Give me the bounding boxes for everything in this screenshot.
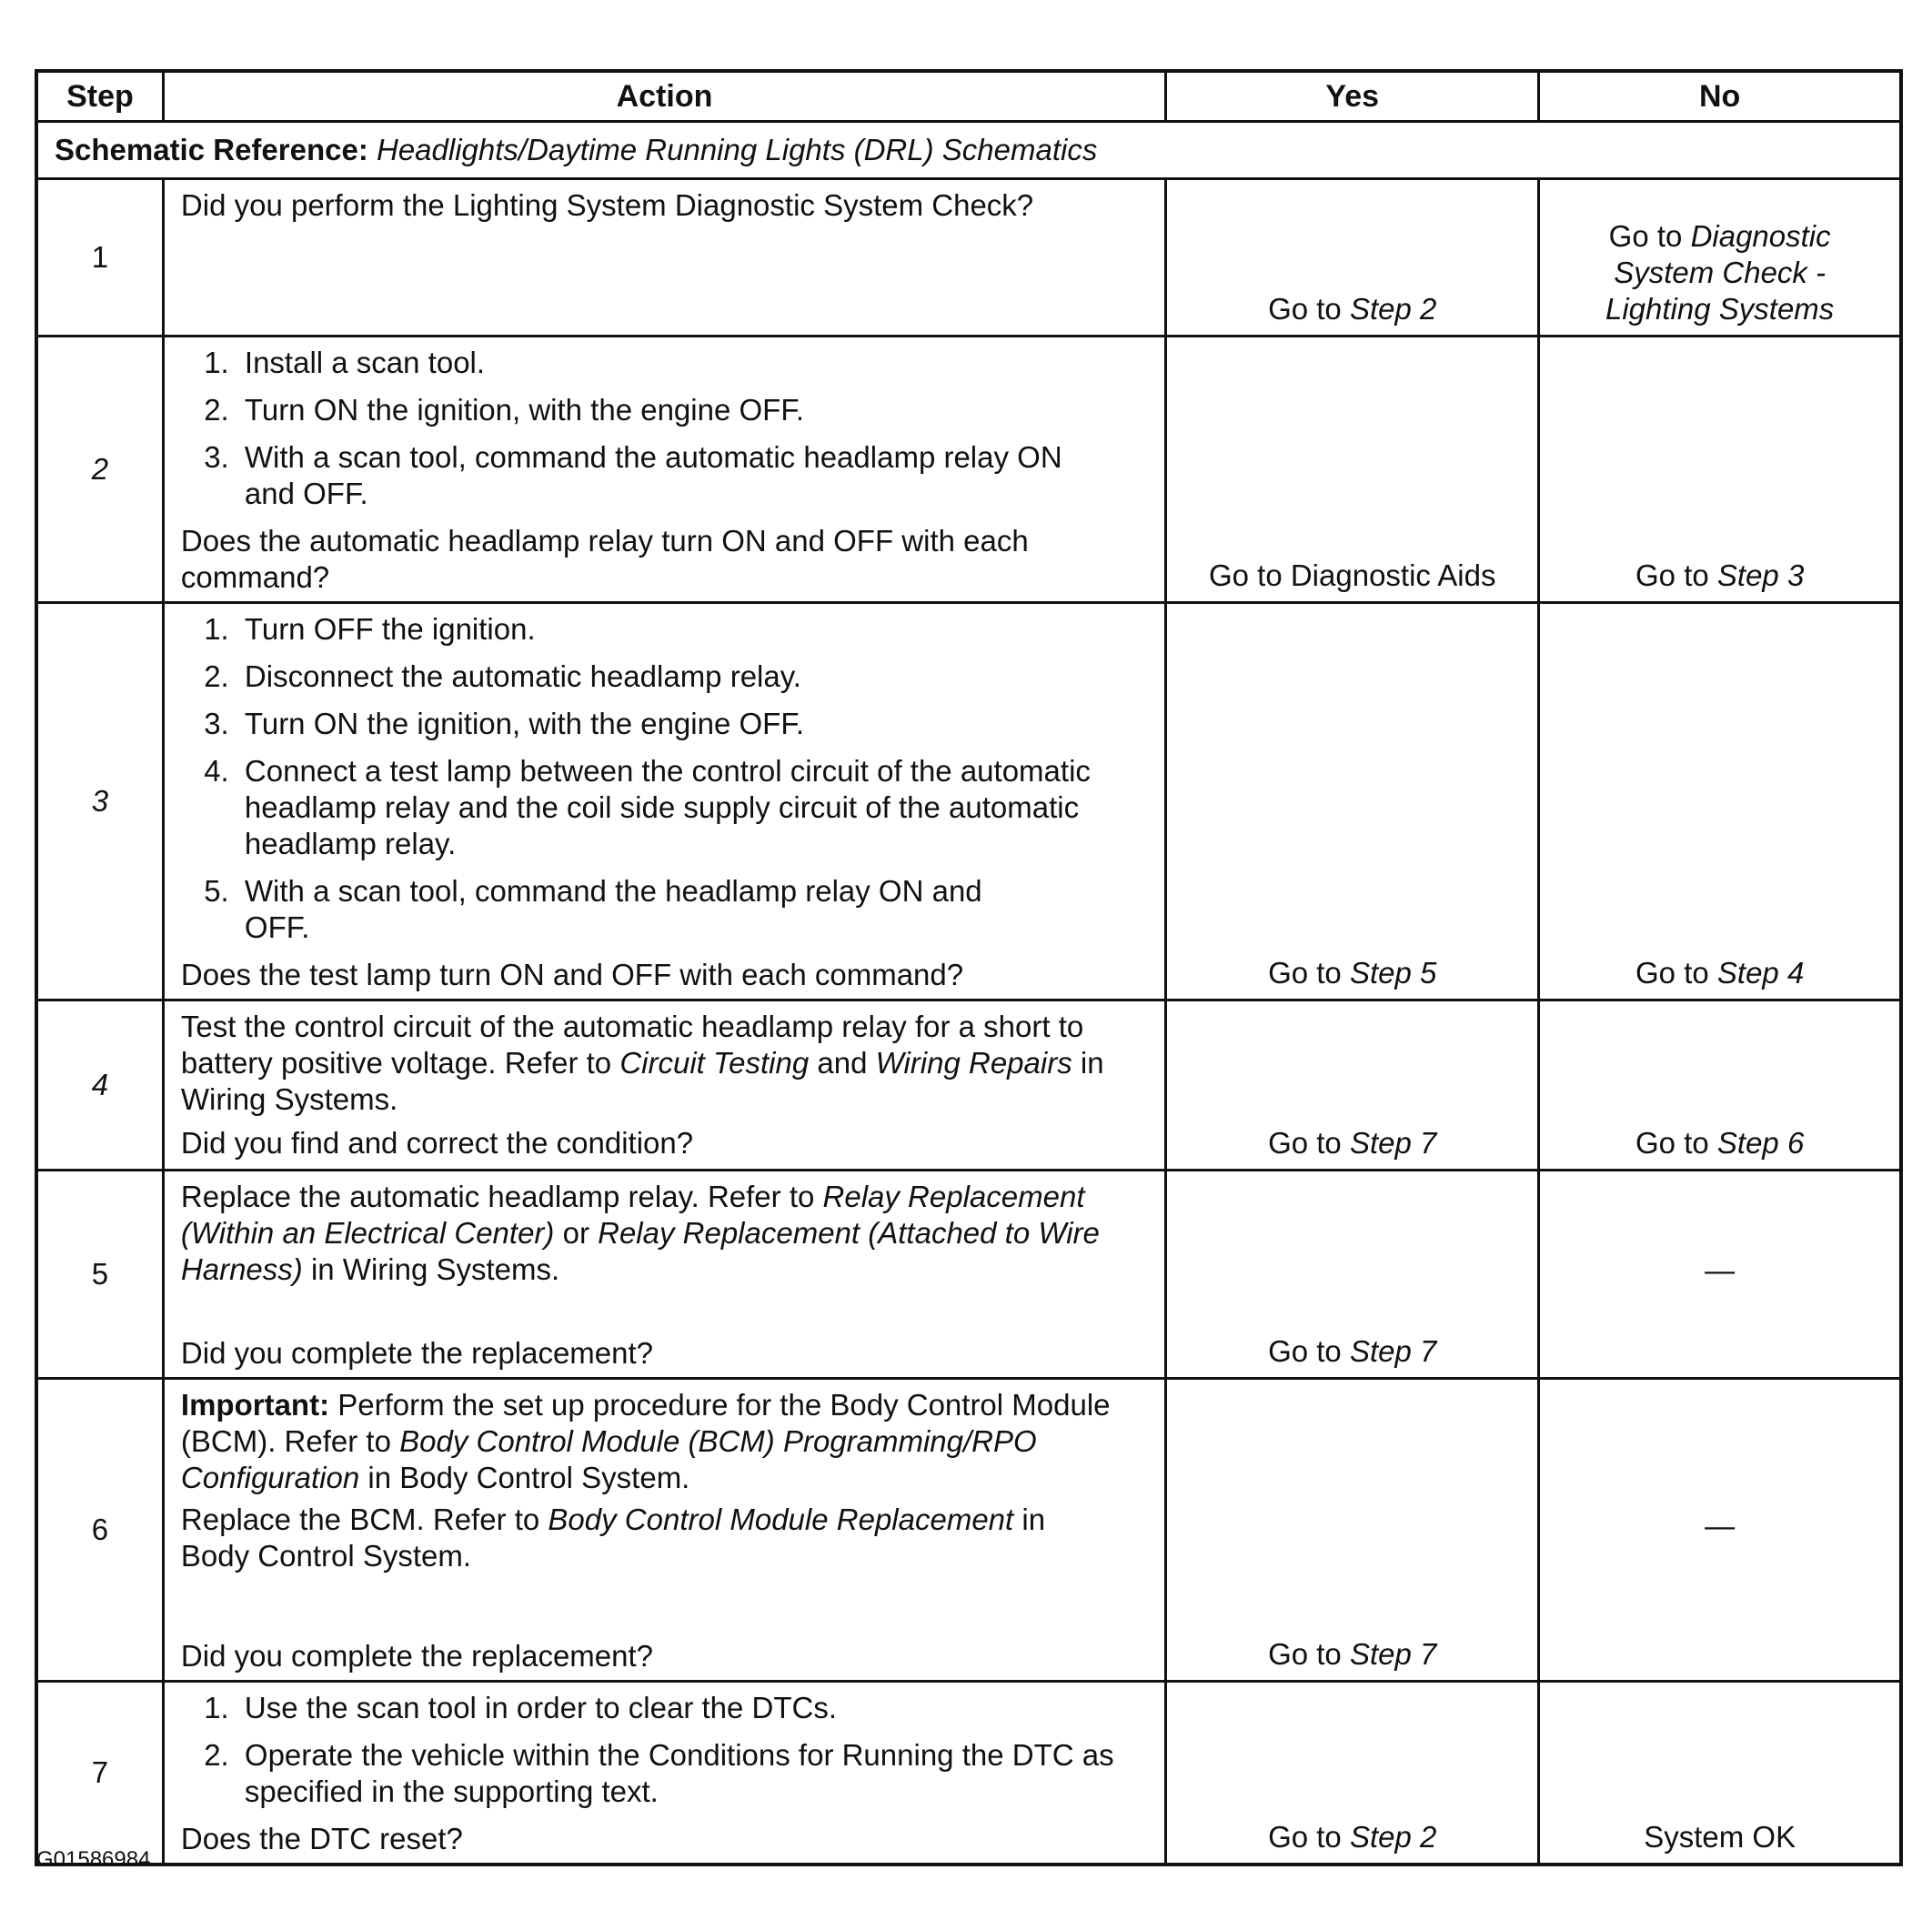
yes-cell: Go to Step 7 [1166, 1171, 1539, 1379]
action-question: Does the DTC reset? [180, 1822, 463, 1855]
yes-cell: Go to Step 5 [1166, 603, 1539, 1000]
yes-cell: Go to Step 2 [1166, 179, 1539, 337]
table-row [36, 1171, 1901, 1379]
no-cell: Go to Step 4 [1539, 603, 1901, 1000]
yes-ref: Step 2 [1349, 292, 1437, 326]
action-text: Replace the automatic headlamp relay. Refer to Relay Replacement (Within an Electrical Center) or Relay Replacement (Attached to Wire Harness) in Wiring Systems. [180, 1180, 1100, 1286]
table-row [36, 1682, 1901, 1865]
reference-link: Circuit Testing [619, 1046, 810, 1080]
action-cell [163, 1171, 1165, 1379]
figure-id: G01586984 [36, 1847, 151, 1872]
action-question: Did you find and correct the condition? [180, 1126, 694, 1160]
table-row [36, 337, 1901, 603]
action-question: Did you perform the Lighting System Diagnostic System Check? [180, 188, 1034, 222]
no-cell: System OK [1539, 1682, 1901, 1865]
action-question: Does the test lamp turn ON and OFF with each command? [180, 958, 964, 991]
header-no: No [1539, 71, 1901, 122]
action-text: Important: Perform the set up procedure for the Body Control Module (BCM). Refer to Body Control Module (BCM) Programming/RPO Configuration in Body Control System. [180, 1388, 1111, 1494]
reference-link: Relay Replacement (Within an Electrical Center) [180, 1180, 1085, 1250]
action-question: Did you complete the replacement? [180, 1639, 654, 1673]
action-steps-list [181, 611, 1150, 946]
table-header-row [36, 71, 1901, 122]
header-step: Step [36, 71, 163, 122]
list-item: 2. Disconnect the automatic headlamp relay. [237, 658, 1150, 695]
yes-cell: Go to Step 7 [1166, 1000, 1539, 1171]
no-cell: Go to Diagnostic System Check - Lighting Systems [1539, 179, 1901, 337]
no-ref: Step 4 [1716, 956, 1805, 990]
no-ref: Step 6 [1716, 1126, 1805, 1160]
step-number: 1 [36, 179, 163, 337]
list-item: 3. Turn ON the ignition, with the engine OFF. [237, 706, 1150, 742]
step-number: 5 [36, 1171, 163, 1379]
reference-link: Relay Replacement (Attached to Wire Harness) [180, 1216, 1100, 1286]
reference-link: Wiring Repairs [875, 1046, 1072, 1080]
header-action: Action [163, 71, 1165, 122]
reference-link: Body Control Module (BCM) Programming/RPO Configuration [180, 1424, 1037, 1494]
action-question: Did you complete the replacement? [180, 1336, 654, 1370]
list-item: 1. Turn OFF the ignition. [237, 611, 1150, 648]
table-row [36, 1000, 1901, 1171]
list-item: 2. Operate the vehicle within the Conditions for Running the DTC as specified in the supporting text. [237, 1737, 1150, 1810]
list-item: 2. Turn ON the ignition, with the engine OFF. [237, 392, 1150, 428]
yes-ref: Step 7 [1349, 1126, 1437, 1160]
yes-cell: Go to Step 2 [1166, 1682, 1539, 1865]
action-cell [163, 1000, 1165, 1171]
action-cell [163, 1682, 1165, 1865]
action-text: Test the control circuit of the automatic headlamp relay for a short to battery positive voltage. Refer to Circuit Testing and Wiring Repairs in Wiring Systems. [180, 1010, 1104, 1116]
yes-cell: Go to Step 7 [1166, 1379, 1539, 1682]
header-yes: Yes [1166, 71, 1539, 122]
list-item: 3. With a scan tool, command the automatic headlamp relay ON and OFF. [237, 439, 1150, 512]
no-ref: Step 3 [1716, 558, 1805, 592]
step-number: 6 [36, 1379, 163, 1682]
table-row [36, 603, 1901, 1000]
yes-ref: Step 2 [1349, 1820, 1437, 1854]
action-cell [163, 179, 1165, 337]
list-item: 1. Install a scan tool. [237, 345, 1150, 381]
step-number: 2 [36, 337, 163, 603]
yes-cell: Go to Diagnostic Aids [1166, 337, 1539, 603]
important-label: Important: [180, 1388, 330, 1422]
no-cell: Go to Step 3 [1539, 337, 1901, 603]
yes-ref: Step 7 [1349, 1637, 1437, 1671]
schematic-reference [36, 122, 1901, 179]
no-ref: Diagnostic System Check - Lighting Systems [1605, 219, 1835, 326]
list-item: 1. Use the scan tool in order to clear the DTCs. [237, 1690, 1150, 1726]
step-number: 7 [36, 1682, 163, 1865]
action-cell [163, 337, 1165, 603]
table-row [36, 179, 1901, 337]
action-cell [163, 603, 1165, 1000]
step-number: 4 [36, 1000, 163, 1171]
yes-ref: Step 7 [1349, 1334, 1437, 1368]
schematic-label: Schematic Reference: [55, 133, 368, 166]
action-cell [163, 1379, 1165, 1682]
reference-link: Body Control Module Replacement [548, 1503, 1014, 1536]
action-text: Replace the BCM. Refer to Body Control Module Replacement in Body Control System. [180, 1503, 1046, 1573]
schematic-value: Headlights/Daytime Running Lights (DRL) Schematics [377, 133, 1098, 166]
action-question: Does the automatic headlamp relay turn ON and OFF with each command? [180, 524, 1029, 594]
list-item: 4. Connect a test lamp between the control circuit of the automatic headlamp relay and the coil side supply circuit of the automatic headlamp relay. [237, 753, 1150, 862]
no-cell: Go to Step 6 [1539, 1000, 1901, 1171]
no-cell: — [1539, 1171, 1901, 1379]
table-row [36, 1379, 1901, 1682]
action-steps-list [181, 1690, 1150, 1810]
step-number: 3 [36, 603, 163, 1000]
diagnostic-table [35, 69, 1903, 1866]
schematic-reference-row [36, 122, 1901, 179]
list-item: 5. With a scan tool, command the headlamp relay ON and OFF. [237, 873, 1150, 946]
action-steps-list [181, 345, 1150, 512]
no-cell: — [1539, 1379, 1901, 1682]
yes-ref: Step 5 [1349, 956, 1437, 990]
